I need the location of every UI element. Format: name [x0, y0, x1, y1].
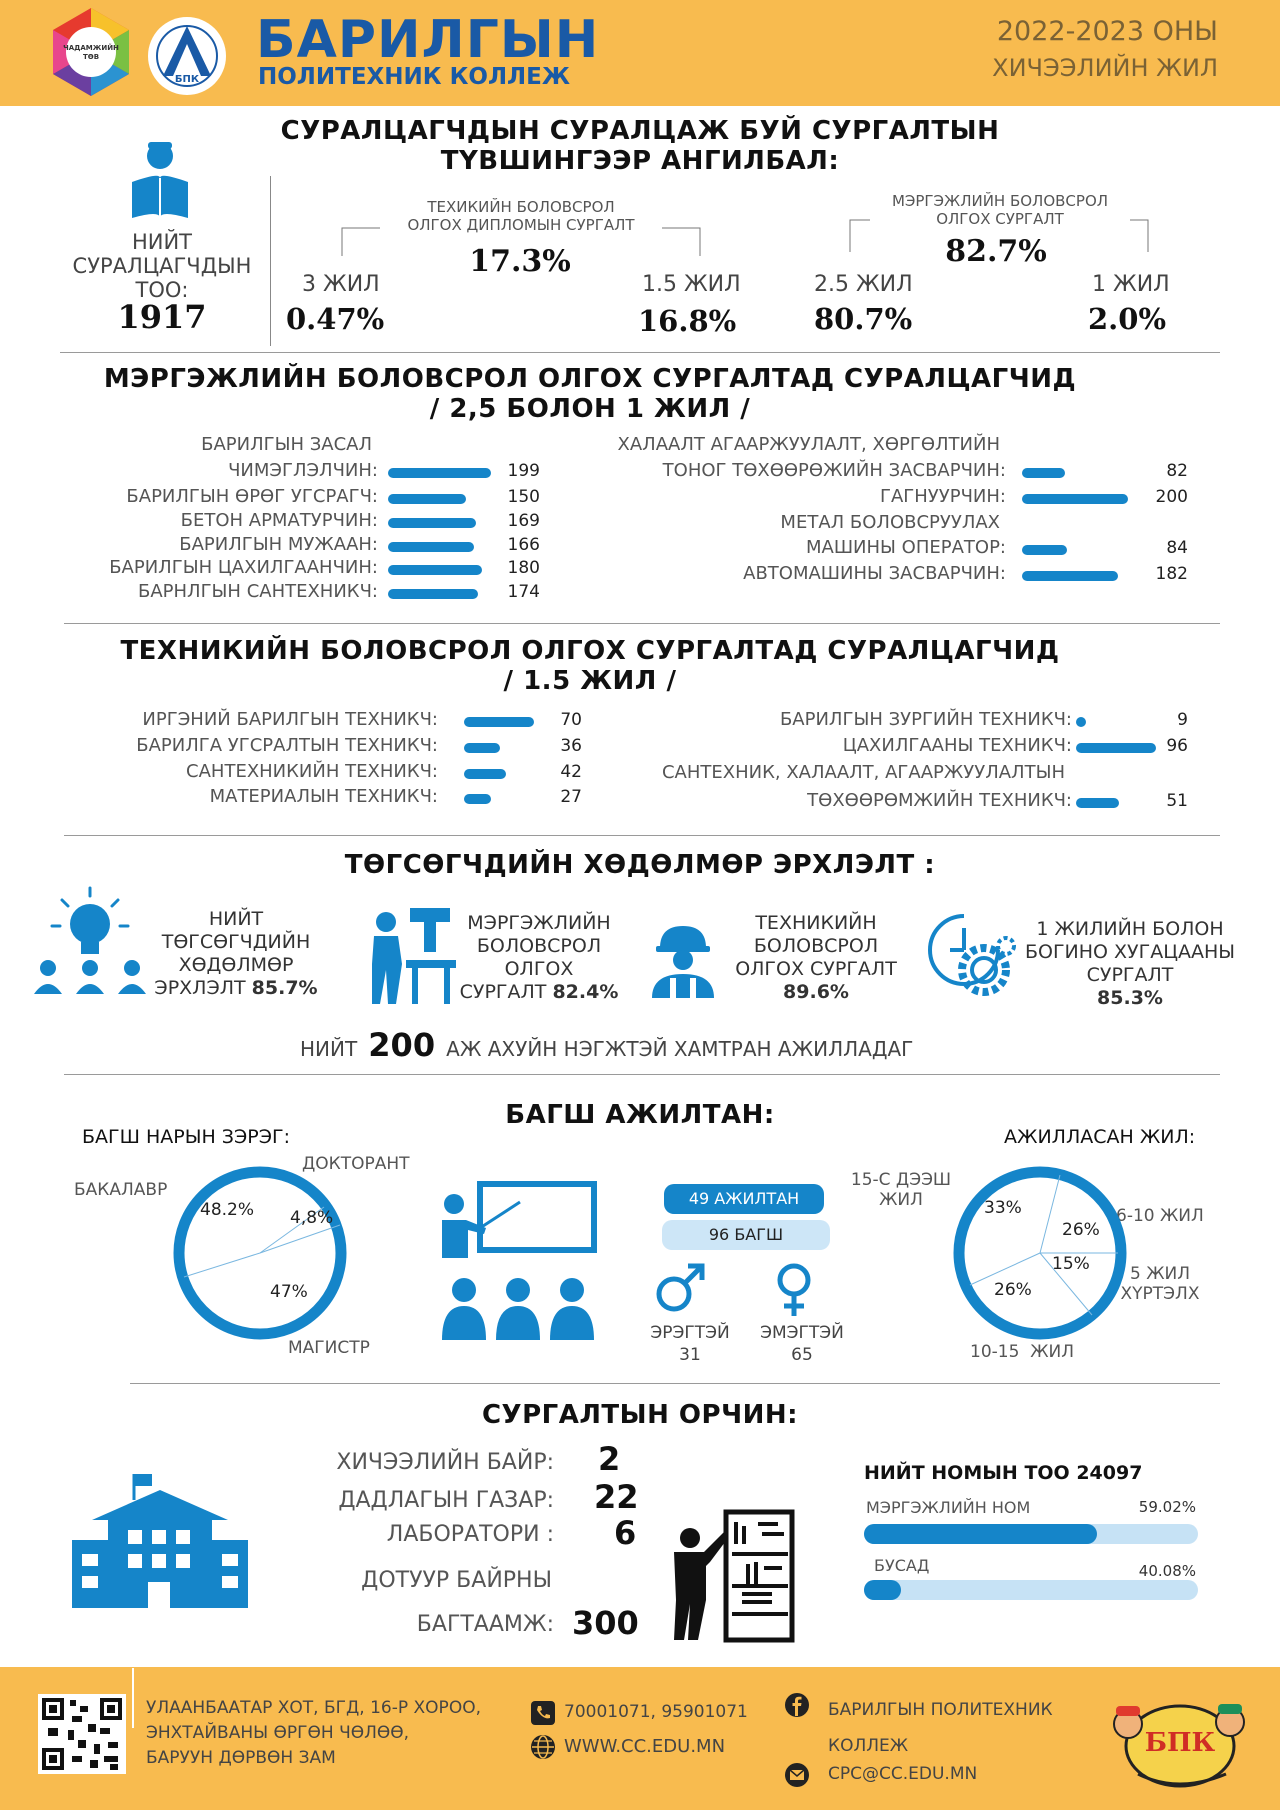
vocational-right-item-value: 182	[1155, 564, 1188, 584]
years-6-10-value: 26%	[1062, 1220, 1100, 1240]
degree-doctorate-label: ДОКТОРАНТ	[302, 1154, 410, 1174]
partners-prefix: НИЙТ	[300, 1037, 358, 1061]
employment-technical	[718, 912, 914, 1004]
employment-total-line2: ТӨГСӨГЧДИЙН	[161, 931, 311, 953]
technical-left-item-value: 42	[560, 762, 582, 782]
employment-total	[146, 908, 326, 1000]
env-dorm-label-line2: БАГТААМЖ:	[416, 1612, 554, 1637]
total-students-label-line1: НИЙТ	[131, 230, 193, 254]
male-label: ЭРЭГТЭЙ	[650, 1323, 730, 1343]
address-line3: БАРУУН ДӨРВӨН ЗАМ	[146, 1748, 336, 1768]
technical-right-heading: САНТЕХНИК, ХАЛААЛТ, АГААРЖУУЛАЛТЫН	[661, 762, 1065, 783]
technical-right-item-bar	[1076, 743, 1156, 753]
env-dorm-value: 300	[572, 1604, 639, 1642]
technical-right-item-value: 51	[1166, 791, 1188, 811]
college-subtitle: ПОЛИТЕХНИК КОЛЛЕЖ	[258, 64, 571, 90]
technical-3yr-value: 0.47%	[286, 302, 385, 336]
female-value: 65	[791, 1345, 813, 1365]
technical-left-item-bar	[464, 794, 491, 804]
vocational-right-item-bar	[1022, 571, 1118, 581]
employment-total-line4: ЭРХЛЭЛТ	[154, 977, 246, 999]
technical-right-item-bar	[1076, 798, 1119, 808]
vocational-left-item-value: 174	[507, 582, 540, 602]
employment-short-term-line3: СУРГАЛТ	[1086, 964, 1174, 986]
technical-right-item-label: ТӨХӨӨРӨМЖИЙН ТЕХНИКЧ:	[807, 790, 1072, 811]
mascot-logo	[1108, 1690, 1248, 1792]
technical-label-line2: ОЛГОХ ДИПЛОМЫН СУРГАЛТ	[407, 216, 635, 234]
vocational-left-item-label: БЕТОН АРМАТУРЧИН:	[180, 510, 378, 531]
college-logo-text: БПК	[174, 74, 200, 85]
facebook-line2: КОЛЛЕЖ	[828, 1736, 909, 1756]
books-professional-track	[864, 1524, 1198, 1544]
technical-right-item-label: ЦАХИЛГААНЫ ТЕХНИКЧ:	[842, 735, 1072, 756]
address-line2: ЭНХТАЙВАНЫ ӨРГӨН ЧӨЛӨӨ,	[146, 1723, 410, 1743]
employment-total-line1: НИЙТ	[208, 908, 264, 930]
female-label: ЭМЭГТЭЙ	[760, 1323, 844, 1343]
total-students-value: 1917	[117, 298, 207, 336]
vocational-right-item-label: МАШИНЫ ОПЕРАТОР:	[805, 537, 1006, 558]
books-other-value: 40.08%	[1138, 1562, 1196, 1580]
technical-left-item-label: ИРГЭНИЙ БАРИЛГЫН ТЕХНИКЧ:	[142, 709, 438, 730]
books-other-label: БУСАД	[874, 1556, 930, 1575]
vocational-right-item-label: АВТОМАШИНЫ ЗАСВАРЧИН:	[743, 563, 1006, 584]
address-line1: УЛААНБААТАР ХОТ, БГД, 16-Р ХОРОО,	[146, 1698, 481, 1718]
worker-machine-icon	[366, 904, 460, 1006]
env-practice-value: 22	[594, 1478, 639, 1516]
employment-vocational-value: 82.4%	[552, 981, 619, 1003]
technical-left-item-bar	[464, 769, 506, 779]
employment-technical-line3: ОЛГОХ СУРГАЛТ	[735, 958, 897, 980]
employment-title: ТӨГСӨГЧДИЙН ХӨДӨЛМӨР ЭРХЛЭЛТ :	[344, 850, 936, 880]
vocational-1yr-value: 2.0%	[1088, 302, 1167, 336]
partner-logo	[45, 6, 137, 98]
vocational-students-title-line1: МЭРГЭЖЛИЙН БОЛОВСРОЛ ОЛГОХ СУРГАЛТАД СУРАЛЦАГЧИД	[103, 364, 1077, 394]
vocational-2-5yr-value: 80.7%	[814, 302, 913, 336]
staff-title: БАГШ АЖИЛТАН:	[505, 1100, 775, 1130]
teacher-classroom-icon	[440, 1180, 600, 1342]
vocational-left-item-value: 166	[507, 535, 540, 555]
years-pie-chart	[952, 1165, 1128, 1341]
male-count	[640, 1322, 740, 1366]
vocational-right-item-bar	[1022, 468, 1065, 478]
partner-logo-text: ЧАДАМЖИЙН ТӨВ	[63, 44, 119, 61]
male-symbol-icon	[654, 1260, 708, 1314]
facebook-line1: БАРИЛГЫН ПОЛИТЕХНИК	[828, 1700, 1053, 1720]
employment-vocational-line2: БОЛОВСРОЛ	[476, 935, 602, 957]
environment-title: СУРГАЛТЫН ОРЧИН:	[481, 1400, 799, 1430]
technical-left-item-value: 70	[560, 710, 582, 730]
academic-year-line2: ХИЧЭЭЛИЙН ЖИЛ	[992, 54, 1218, 82]
vocational-left-item-label: БАРИЛГЫН ӨРӨГ УГСРАГЧ:	[126, 486, 378, 507]
degree-bachelor-label: БАКАЛАВР	[74, 1180, 168, 1200]
degree-title: БАГШ НАРЫН ЗЭРЭГ:	[82, 1126, 290, 1148]
env-buildings-label: ХИЧЭЭЛИЙН БАЙР:	[336, 1450, 554, 1475]
env-practice-label: ДАДЛАГЫН ГАЗАР:	[338, 1488, 554, 1513]
vocational-left-item-label: БАРИЛГЫН ЦАХИЛГААНЧИН:	[109, 557, 378, 578]
degree-pie-chart	[172, 1165, 348, 1341]
technical-3yr-label: 3 ЖИЛ	[302, 272, 380, 297]
footer-address	[146, 1696, 481, 1771]
degree-doctorate-value: 4,8%	[290, 1208, 334, 1228]
technical-left-item-label: БАРИЛГА УГСРАЛТЫН ТЕХНИКЧ:	[136, 735, 438, 756]
total-students-label-line2: СУРАЛЦАГЧДЫН	[72, 254, 252, 278]
vocational-label	[870, 192, 1130, 228]
vocational-right-item-value: 84	[1166, 538, 1188, 558]
employment-total-line3: ХӨДӨЛМӨР	[178, 954, 294, 976]
library-person-icon	[668, 1508, 796, 1644]
female-count	[752, 1322, 852, 1366]
years-10-15-label: 10-15 ЖИЛ	[970, 1342, 1075, 1362]
env-buildings-value: 2	[598, 1440, 621, 1478]
technical-1-5yr-value: 16.8%	[638, 304, 737, 338]
vocational-right-item-label: ТОНОГ ТӨХӨӨРӨЖИЙН ЗАСВАРЧИН:	[662, 460, 1006, 481]
years-15plus-label-line2: ЖИЛ	[879, 1190, 923, 1210]
years-under5-label-line1: 5 ЖИЛ	[1129, 1264, 1191, 1284]
years-15plus-label-line1: 15-С ДЭЭШ	[850, 1170, 952, 1190]
vocational-label-line1: МЭРГЭЖЛИЙН БОЛОВСРОЛ	[891, 192, 1109, 210]
female-symbol-icon	[772, 1262, 816, 1318]
partners-line	[300, 1026, 1000, 1064]
years-15plus-value: 33%	[984, 1198, 1022, 1218]
env-labs-label: ЛАБОРАТОРИ :	[386, 1522, 554, 1547]
total-students-label	[52, 230, 272, 302]
classification-title	[200, 116, 1080, 176]
degree-master-value: 47%	[270, 1282, 308, 1302]
email-icon	[784, 1762, 810, 1788]
technical-left-item-label: МАТЕРИАЛЫН ТЕХНИКЧ:	[209, 786, 438, 807]
vocational-right-heading2: МЕТАЛ БОЛОВСРУУЛАХ	[780, 512, 1000, 533]
technical-left-item-value: 36	[560, 736, 582, 756]
employment-vocational-line1: МЭРГЭЖЛИЙН	[467, 912, 611, 934]
technical-left-item-label: САНТЕХНИКИЙН ТЕХНИКЧ:	[186, 761, 438, 782]
employment-technical-line1: ТЕХНИКИЙН	[755, 912, 877, 934]
vocational-right-item-label: ГАГНУУРЧИН:	[880, 486, 1006, 507]
books-other-track	[864, 1580, 1198, 1600]
env-dorm-label-line1: ДОТУУР БАЙРНЫ	[361, 1568, 552, 1593]
section-divider	[130, 1383, 1220, 1384]
total-students-label-line3: ТОО:	[135, 278, 189, 302]
phone-icon	[530, 1700, 556, 1726]
years-6-10-label: 6-10 ЖИЛ	[1116, 1206, 1204, 1226]
vocational-left-item-value: 180	[507, 558, 540, 578]
vocational-left-item-bar	[388, 542, 474, 552]
years-under5-label-line2: ХҮРТЭЛХ	[1120, 1284, 1200, 1304]
vocational-left-item-label: ЧИМЭГЛЭЛЧИН:	[228, 460, 378, 481]
vocational-left-item-value: 199	[507, 461, 540, 481]
employment-short-term	[1018, 918, 1242, 1010]
classification-divider	[270, 176, 271, 346]
vocational-2-5yr-label: 2.5 ЖИЛ	[814, 272, 913, 297]
facebook-link[interactable]	[828, 1692, 1053, 1764]
technical-right-item-value: 9	[1177, 710, 1188, 730]
technical-left-item-bar	[464, 717, 534, 727]
school-building-icon	[68, 1470, 252, 1614]
vocational-right-item-bar	[1022, 494, 1128, 504]
years-10-15-value: 26%	[994, 1280, 1032, 1300]
employment-vocational	[454, 912, 624, 1004]
vocational-left-item-bar	[388, 589, 478, 599]
phone-number[interactable]: 70001071, 95901071	[564, 1702, 748, 1722]
books-professional-value: 59.02%	[1138, 1498, 1196, 1516]
male-value: 31	[679, 1345, 701, 1365]
lightbulb-people-icon	[30, 886, 150, 998]
technical-right-item-label: БАРИЛГЫН ЗУРГИЙН ТЕХНИКЧ:	[779, 709, 1072, 730]
partners-count: 200	[368, 1026, 436, 1064]
vocational-left-item-label: БАРИЛГЫН МУЖААН:	[179, 534, 378, 555]
technical-1-5yr-label: 1.5 ЖИЛ	[642, 272, 741, 297]
technical-value: 17.3%	[469, 244, 571, 279]
facebook-icon	[784, 1692, 810, 1718]
section-divider	[64, 623, 1220, 624]
student-reading-icon	[122, 138, 198, 224]
academic-year-line1: 2022-2023 ОНЫ	[996, 16, 1218, 47]
vocational-left-item-bar	[388, 518, 476, 528]
employment-vocational-line4: СУРГАЛТ	[459, 981, 547, 1003]
technical-right-item-value: 96	[1166, 736, 1188, 756]
vocational-right-item-bar	[1022, 545, 1067, 555]
employment-short-term-line1: 1 ЖИЛИЙН БОЛОН	[1036, 918, 1224, 940]
section-divider	[60, 352, 1220, 353]
vocational-left-item-bar	[388, 565, 482, 575]
classification-title-line1: СУРАЛЦАГЧДЫН СУРАЛЦАЖ БУЙ СУРГАЛТЫН	[280, 116, 1000, 146]
degree-bachelor-value: 48.2%	[200, 1200, 255, 1220]
technical-left-item-bar	[464, 743, 500, 753]
technical-students-title	[90, 636, 1090, 696]
books-professional-label: МЭРГЭЖЛИЙН НОМ	[866, 1498, 1031, 1517]
employment-total-value: 85.7%	[251, 977, 318, 999]
books-other-bar	[864, 1580, 901, 1600]
vocational-left-heading: БАРИЛГЫН ЗАСАЛ	[201, 434, 372, 455]
teachers-badge: 96 БАГШ	[662, 1220, 830, 1250]
vocational-right-heading: ХАЛААЛТ АГААРЖУУЛАЛТ, ХӨРГӨЛТИЙН	[617, 434, 1000, 455]
books-professional-bar	[864, 1524, 1097, 1544]
employment-technical-line2: БОЛОВСРОЛ	[753, 935, 879, 957]
years-under5-value: 15%	[1052, 1254, 1090, 1274]
classification-title-line2: ТҮВШИНГЭЭР АНГИЛБАЛ:	[440, 146, 840, 176]
technical-label	[380, 198, 662, 234]
vocational-label-line2: ОЛГОХ СУРГАЛТ	[936, 210, 1064, 228]
years-title: АЖИЛЛАСАН ЖИЛ:	[1004, 1126, 1196, 1148]
vocational-right-item-value: 200	[1155, 487, 1188, 507]
section-divider	[64, 835, 1220, 836]
section-divider	[64, 1074, 1220, 1075]
clock-gears-icon	[924, 910, 1018, 1002]
vocational-students-title	[90, 364, 1090, 424]
technical-label-line1: ТЕХИКИЙН БОЛОВСРОЛ	[427, 198, 615, 216]
construction-worker-icon	[648, 922, 718, 998]
employment-short-term-value: 85.3%	[1097, 987, 1163, 1009]
employment-short-term-line2: БОГИНО ХУГАЦААНЫ	[1024, 941, 1236, 963]
globe-icon	[530, 1734, 556, 1760]
qr-code-icon	[38, 1694, 126, 1774]
technical-students-title-line1: ТЕХНИКИЙН БОЛОВСРОЛ ОЛГОХ СУРГАЛТАД СУРАЛЦАГЧИД	[120, 636, 1060, 666]
books-title: НИЙТ НОМЫН ТОО 24097	[864, 1462, 1143, 1484]
vocational-left-item-label: БАРНЛГЫН САНТЕХНИКЧ:	[137, 581, 378, 602]
email-link[interactable]: CPC@CC.EDU.MN	[828, 1764, 978, 1784]
mascot-text: БПК	[1144, 1728, 1216, 1758]
technical-right-item-bar	[1076, 717, 1086, 727]
vocational-1yr-label: 1 ЖИЛ	[1092, 272, 1170, 297]
vocational-left-item-bar	[388, 468, 491, 478]
technical-students-title-line2: / 1.5 ЖИЛ /	[503, 666, 677, 696]
years-15plus-label	[844, 1170, 958, 1210]
vocational-left-item-value: 169	[507, 511, 540, 531]
college-logo	[147, 16, 227, 96]
degree-master-label: МАГИСТР	[288, 1338, 370, 1358]
env-labs-value: 6	[614, 1514, 637, 1552]
college-title: БАРИЛГЫН	[256, 10, 600, 70]
vocational-value: 82.7%	[945, 234, 1047, 269]
employment-vocational-line3: ОЛГОХ	[504, 958, 574, 980]
partners-suffix: АЖ АХУЙН НЭГЖТЭЙ ХАМТРАН АЖИЛЛАДАГ	[446, 1037, 914, 1061]
footer-divider	[132, 1668, 134, 1728]
employees-badge: 49 АЖИЛТАН	[664, 1184, 824, 1214]
vocational-right-item-value: 82	[1166, 461, 1188, 481]
employment-technical-value: 89.6%	[783, 981, 849, 1003]
vocational-left-item-value: 150	[507, 487, 540, 507]
vocational-left-item-bar	[388, 494, 466, 504]
technical-left-item-value: 27	[560, 787, 582, 807]
vocational-students-title-line2: / 2,5 БОЛОН 1 ЖИЛ /	[429, 394, 751, 424]
website-link[interactable]: WWW.CC.EDU.MN	[564, 1736, 726, 1757]
